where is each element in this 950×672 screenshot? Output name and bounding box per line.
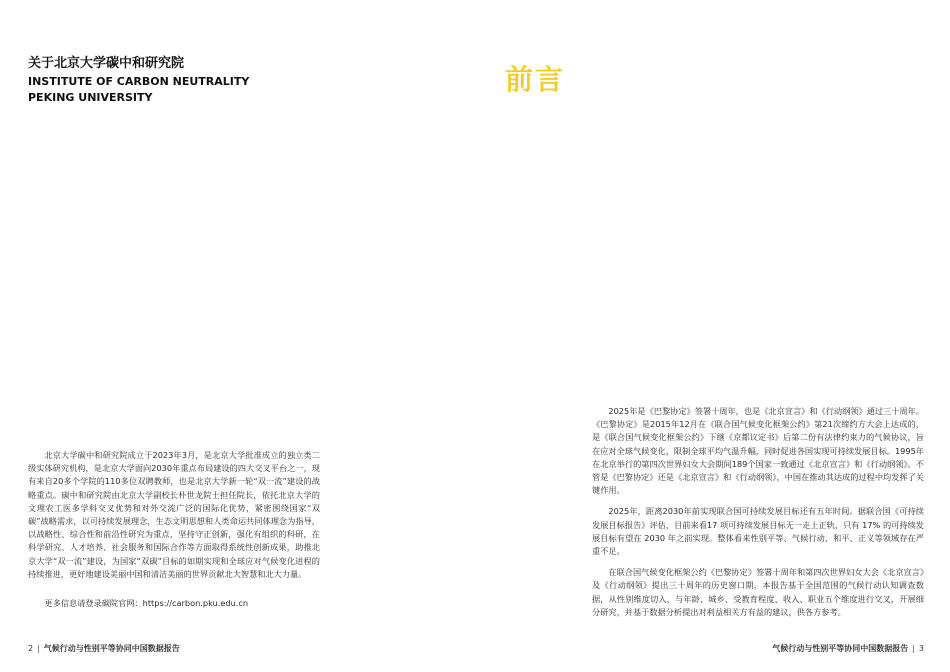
right-page [475, 0, 950, 672]
right-footer [772, 643, 924, 654]
left-footer-report-title: 气候行动与性别平等协同中国数据报告 [43, 644, 180, 653]
institute-description [28, 449, 320, 587]
institute-website-line: 更多信息请登录碳院官网：https://carbon.pku.edu.cn [44, 598, 249, 608]
preface-paragraph-2: 2025年，距离2030年前实现联合国可持续发展目标还有五年时间。据联合国《可持续发展目标报告》评估，目前来看17 项可持续发展目标无一走上正轨，只有 17% 的可持续发展目标有望在 2030 年之前实现。整体看来性别平等、气候行动、和平、正义等领域存在严重不足。 [592, 506, 924, 557]
institute-title-en-line1: INSTITUTE OF CARBON NEUTRALITY [28, 75, 250, 88]
preface-paragraph-1: 2025年是《巴黎协定》签署十周年，也是《北京宣言》和《行动纲领》通过三十周年。《巴黎协定》是2015年12月在《联合国气候变化框架公约》第21次缔约方大会上达成的，是《联合国气候变化框架公约》下继《京都议定书》后第二份有法律约束力的气候协议，旨在应对全球气候变化，限制全球平均气温升幅，同时促进各国实现可持续发展目标。1995年在北京举行的第四次世界妇女大会期间189个国家一致通过《北京宣言》和《行动纲领》。不管是《巴黎协定》还是《北京宣言》和《行动纲领》，中国在推动其达成的过程中均发挥了关键作用。 [592, 406, 924, 496]
left-footer-separator: | [37, 644, 40, 653]
institute-title-en [28, 74, 249, 106]
institute-paragraph: 北京大学碳中和研究院成立于2023年3月，是北京大学批准成立的独立类二级实体研究机构，是北京大学面向2030年重点布局建设的四大交叉平台之一，现有来自20多个学院的110多位双聘教师，也是北京大学新一轮“双一流”建设的战略重点。碳中和研究院由北京大学副校长朴世龙院士担任院长，依托北京大学的文理农工医多学科交叉优势和对外交流广泛的国际化优势，紧密围绕国家“双碳”战略需求，以可持续发展理念，生态文明思想和人类命运共同体理念为指导，以战略性、综合性和前沿性研究为重点，坚持守正创新，强化有组织的科研，在科学研究、人才培养、社会服务和国际合作等方面取得系统性创新成果，助推北京大学“双一流”建设，为国家“双碳”目标的如期实现和全球应对气候变化进程的持续推进，更好地建设美丽中国和清洁美丽的世界贡献北大智慧和北大力量。 [28, 450, 320, 579]
preface-paragraph-3: 在联合国气候变化框架公约《巴黎协定》签署十周年和第四次世界妇女大会《北京宣言》及《行动纲领》提出三十周年的历史窗口期，本报告基于全国范围的气候行动认知调查数据，从性别维度切入，与年龄、城乡、受教育程度、收入、职业五个维度进行交叉，开展细分研究，并基于数据分析提出对利益相关方有益的建议，供各方参考。 [592, 567, 924, 617]
left-footer [28, 643, 180, 654]
preface-body [592, 405, 924, 627]
institute-title-en-line2: PEKING UNIVERSITY [28, 91, 153, 104]
right-footer-report-title: 气候行动与性别平等协同中国数据报告 [772, 644, 909, 653]
institute-title-cn: 关于北京大学碳中和研究院 [28, 56, 185, 71]
left-page-number: 2 [28, 644, 34, 653]
preface-title: 前言 [505, 63, 566, 96]
right-footer-separator: | [912, 644, 915, 653]
right-page-number: 3 [918, 644, 924, 653]
